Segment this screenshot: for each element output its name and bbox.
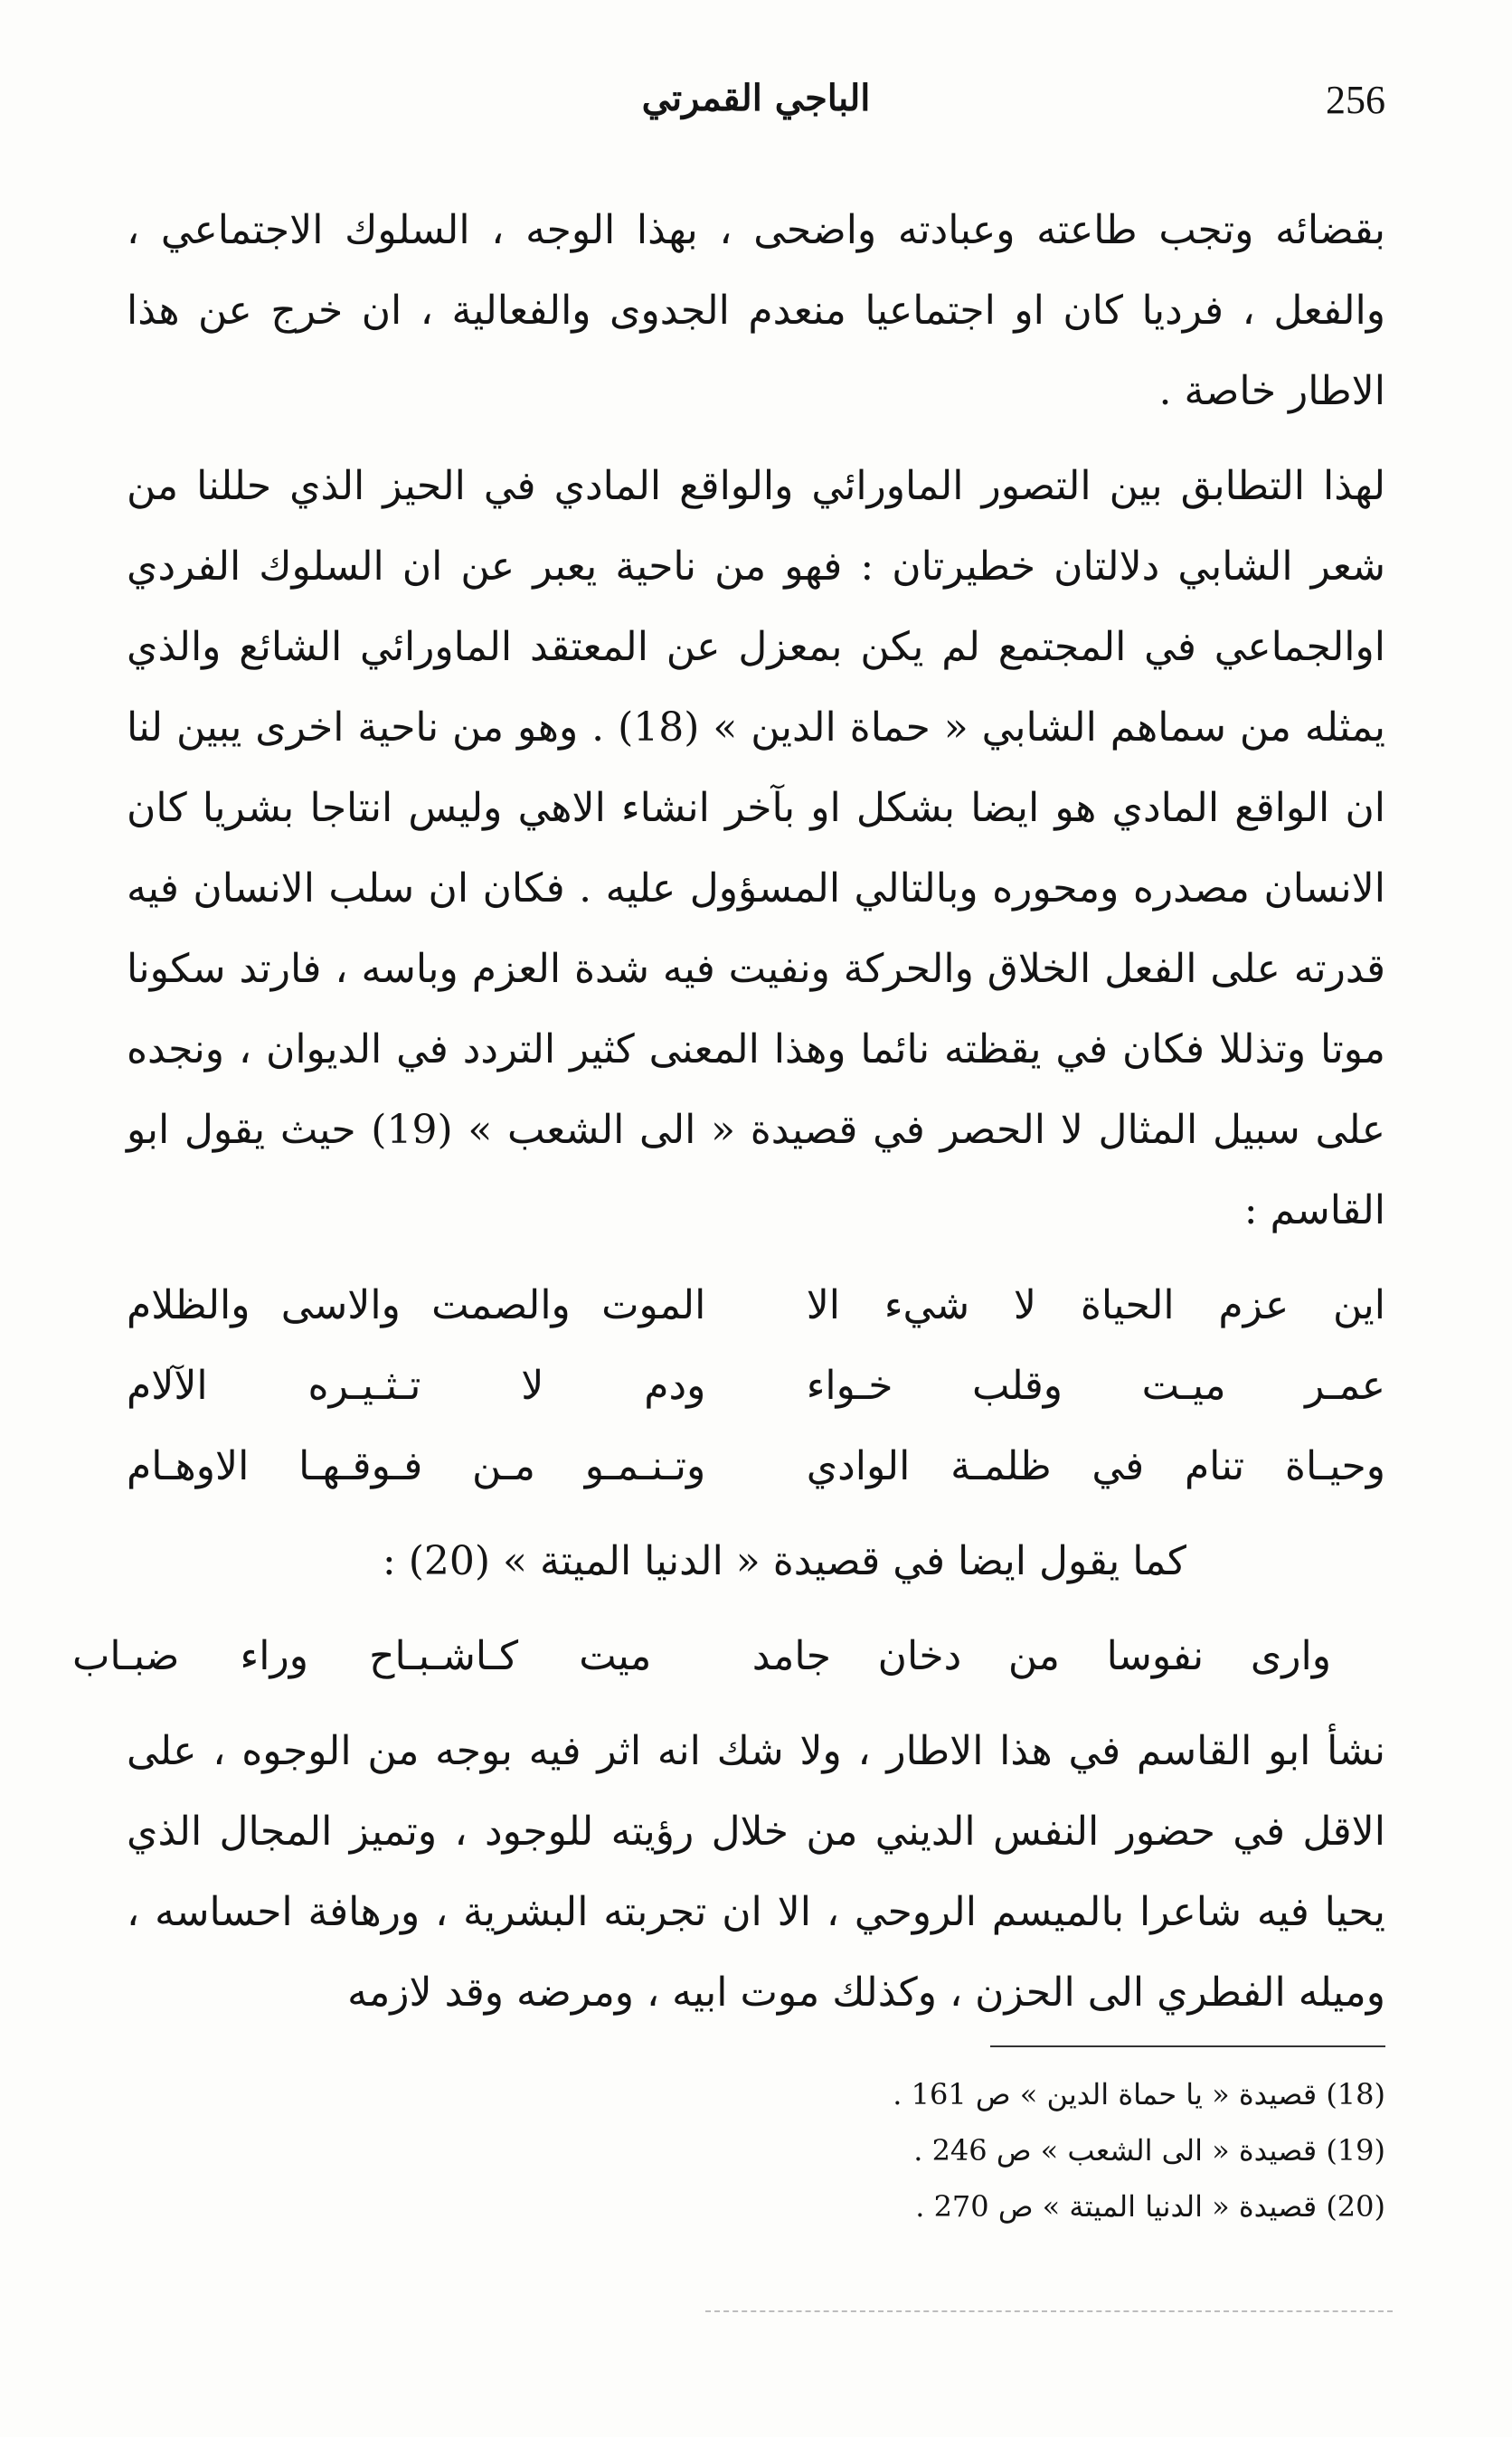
poem-2-intro: كما يقول ايضا في قصيدة « الدنيا الميتة » (20) : — [382, 1538, 1186, 1584]
footnote-separator — [990, 2045, 1385, 2047]
verse-line — [127, 1265, 1385, 1346]
scan-artifact-line — [705, 2310, 1393, 2312]
footnote-19: (19) قصيدة « الى الشعب » ص 246 . — [913, 2133, 1385, 2168]
verse-first-hemistich: اين عزم الحياة لا شيء الا — [806, 1282, 1385, 1328]
verse-line — [127, 1426, 1385, 1507]
verse-second-hemistich: ودم لا تـثـيـره الآلام — [127, 1363, 706, 1409]
paragraph-2: لهذا التطابق بين التصور الماورائي والواقع المادي في الحيز الذي حللنا من شعر الشابي دلالتان خطيرتان : فهو من ناحية يعبر عن ان السلوك الفردي اوالجماعي في المجتمع لم يكن بمعزل عن المعتقد الماورائي الشائع والذي يمثله من سماهم الشابي « حماة الدين » (18) . وهو من ناحية اخرى يبين لنا ان الواقع المادي هو ايضا بشكل او بآخر انشاء الاهي وليس انتاجا بشريا كان الانسان مصدره ومحوره وبالتالي المسؤول عليه . فكان ان سلب الانسان فيه قدرته على الفعل الخلاق والحركة ونفيت فيه شدة العزم وباسه ، فارتد سكونا موتا وتذللا فكان في يقظته نائما وهذا المعنى كثير التردد في الديوان ، ونجده على سبيل المثال لا الحصر في قصيدة « الى الشعب » (19) حيث يقول ابو القاسم : — [127, 463, 1386, 1233]
poem-2 — [72, 1616, 1385, 1696]
footnote-20: (20) قصيدة « الدنيا الميتة » ص 270 . — [915, 2189, 1385, 2224]
paragraph-3: نشأ ابو القاسم في هذا الاطار ، ولا شك انه اثر فيه بوجه من الوجوه ، على الاقل في حضور النفس الديني من خلال رؤيته للوجود ، وتميز المجال الذي يحيا فيه شاعرا بالميسم الروحي ، الا ان تجربته البشرية ، ورهافة احساسه ، وميله الفطري الى الحزن ، وكذلك موت ابيه ، ومرضه وقد لازمه — [127, 1728, 1385, 2016]
verse-second-hemistich: ميت كـاشـبـاح وراء ضبـاب — [72, 1633, 652, 1679]
verse-first-hemistich: وحيـاة تنام في ظلمـة الوادي — [806, 1443, 1385, 1489]
page-number: 256 — [1326, 78, 1385, 122]
body-text — [72, 190, 1386, 2033]
poem-1 — [127, 1265, 1385, 1507]
verse-second-hemistich: الموت والصمت والاسى والظلام — [127, 1282, 706, 1328]
verse-first-hemistich: وارى نفوسا من دخان جامد — [751, 1633, 1331, 1679]
page-header — [127, 77, 1385, 140]
verse-second-hemistich: وتـنـمـو مـن فـوقـهـا الاوهـام — [127, 1443, 706, 1489]
verse-line — [127, 1346, 1385, 1426]
verse-first-hemistich: عمـر ميـت وقلب خـواء — [806, 1363, 1385, 1409]
verse-line — [72, 1616, 1331, 1696]
paragraph-1: بقضائه وتجب طاعته وعبادته واضحى ، بهذا الوجه ، السلوك الاجتماعي ، والفعل ، فرديا كان او اجتماعيا منعدم الجدوى والفعالية ، ان خرج عن هذا الاطار خاصة . — [127, 207, 1385, 414]
footnote-18: (18) قصيدة « يا حماة الدين » ص 161 . — [893, 2077, 1385, 2111]
running-head: الباجي القمرتي — [641, 77, 871, 119]
footnotes — [698, 2066, 1385, 2234]
